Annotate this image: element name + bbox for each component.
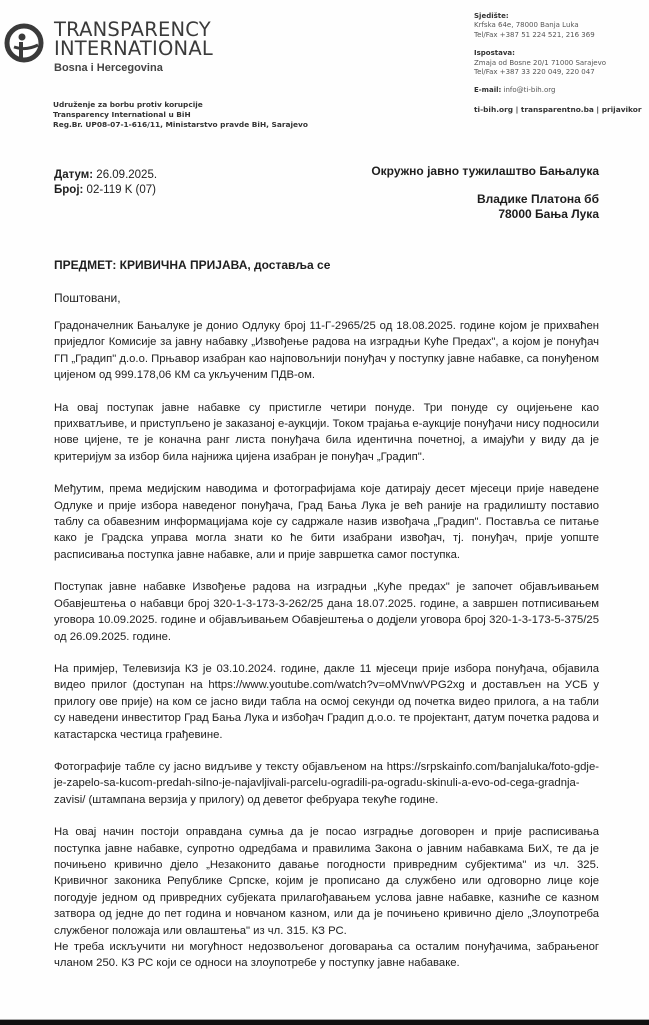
org-line-1: Udruženje za borbu protiv korupcije xyxy=(53,100,203,109)
paragraph: Градоначелник Бањалуке је донио Одлуку број 11-Г-2965/25 од 18.08.2025. године којом је прихваћен приједлог Комисије за јавну набавку „Извођење радова на изградњи Куће Предах", а којом је понуђач ГП „Градип" д.о.о. Прњавор изабран као најповољнији понуђач у поступку јавне набавке, са понуђеном цијеном од 999.178,06 КМ са укљученим ПДВ-ом. xyxy=(54,320,599,382)
number-label: Број: xyxy=(54,184,84,196)
hq-label: Sjedište: xyxy=(474,12,509,20)
email-label: E-mail: xyxy=(474,86,502,95)
contact-info xyxy=(474,12,642,114)
recipient-city: 78000 Бања Лука xyxy=(498,207,599,221)
recipient-block xyxy=(371,164,599,222)
website-links: ti-bih.org | transparentno.ba | prijavikor xyxy=(474,104,642,114)
paragraph: Поступак јавне набавке Извођење радова на изградњи „Куће предах" је започет објављивањем Обавјештења о набавци број 320-1-3-173-3-262/25 дана 18.07.2025. године, а завршен потписивањем уговора 10.09.2025. године и објављивањем Обавјештења о додјели уговора број 320-1-3-173-5-375/25 од 26.09.2025. године. xyxy=(54,581,599,643)
logo-line-1: TRANSPARENCY xyxy=(54,18,211,41)
greeting: Поштовани, xyxy=(54,291,121,305)
logo-line-2: INTERNATIONAL xyxy=(54,37,213,60)
ti-logo-icon xyxy=(4,23,44,63)
date-value: 26.09.2025. xyxy=(96,169,158,181)
logo-subtitle: Bosna i Hercegovina xyxy=(54,62,163,74)
branch-phone: Tel/Fax +387 33 220 049, 220 047 xyxy=(474,68,595,77)
paragraph: Међутим, према медијским наводима и фотографијама које датирају десет мјесеци прије наведене Одлуке и прије избора наведеног понуђача, Град Бања Лука је већ раније на градилишту поставио таблу са обавезним информацијама које су садржале назив извођача „Градип". Поставља се питање како је Градска управа могла знати ко ће бити изабрани извођач, тј. понуђач, прије уопште расписивања поступка јавне набавке, али и прије завршетка самог поступка. xyxy=(54,483,599,561)
org-line-3: Reg.Br. UP08-07-1-616/11, Ministarstvo pravde BiH, Sarajevo xyxy=(53,120,308,129)
org-line-2: Transparency International u BiH xyxy=(53,110,191,119)
bottom-edge-strip xyxy=(0,1019,649,1025)
letter-body xyxy=(54,318,599,988)
hq-address: Krfska 64e, 78000 Banja Luka xyxy=(474,21,579,30)
number-value: 02-119 K (07) xyxy=(86,184,157,196)
paragraph: Не треба искључити ни могућност недозвољеног договарања са осталим понуђачима, забрањеног чланом 250. КЗ РС који се односи на злоупотребе у поступку јавне набаваке. xyxy=(54,941,599,970)
recipient-name: Окружно јавно тужилаштво Бањалука xyxy=(371,164,599,178)
paragraph: На овај поступак јавне набавке су пристигле четири пoнуде. Три понуде су оцијењене као прихватљиве, и приступљено је заказаној е-аукцији. Током трајања е-аукције понуђачи нису подносили нове цијене, те је коначна ранг листа понуђача била идентична почетној, а имајући у виду да је критеријум за избор била најнижа цијена изабран је понуђач „Градип". xyxy=(54,401,599,463)
ti-logo xyxy=(4,20,213,74)
paragraph: Фотографије табле су јасно видљиве у тексту објављеном на https://srpskainfo.com/banjaluka/foto-gdje-je-zapelo-sa-kucom-predah-silno-je-najavljivali-parcelu-ogradili-pa-ogradu-skinuli-a-evo-od-cega-gradnja-zavisi/ (штампана верзија у прилогу) од деветог фебруара текуће године. xyxy=(54,760,599,806)
hq-phone: Tel/Fax +387 51 224 521, 216 369 xyxy=(474,30,595,39)
subject-line: ПРЕДМЕТ: КРИВИЧНА ПРИЈАВА, доставља се xyxy=(54,258,331,272)
document-meta xyxy=(54,168,157,198)
paragraph: На овај начин постоји оправдана сумња да је посао изградње договорен и прије расписивања поступка јавне набавке, супротно одредбама и правилима Закона о јавним набавкама БиХ, те да је почињено кривично дјело „Незаконито давање погодности привредним субјектима" из чл. 325. Кривичног законика Републике Српске, којим је прописано да службено или одговорно лице које погодује једном од привредних субјеката прилагођавањем услова јавне набавке, казниће се казном затвора од једне до пет година и новчаном казном, или да је почињено кривично дјело „Злоупотреба службеног положаја или овлаштења" из чл. 315. КЗ РС. xyxy=(54,826,599,937)
email-value: info@ti-bih.org xyxy=(503,86,556,95)
branch-address: Zmaja od Bosne 20/1 71000 Sarajevo xyxy=(474,58,607,67)
recipient-street: Владике Платона бб xyxy=(476,192,599,206)
branch-label: Ispostava: xyxy=(474,49,515,58)
paragraph: На примјер, Телевизија КЗ је 03.10.2024. године, дакле 11 мјесеци прије избора понуђача, објавила видео прилог (доступан на https://www.youtube.com/watch?v=oMVnwVPG2xg и достављен на УСБ у прилогу ове пријe) на ком се јасно види табла на осмој секунди од почетка видео прилога, а на табли су наведени инвеститор Град Бања Лука и избођач Градип д.о.о. те пројектант, датум почетка радова и катастарска честица грађевине. xyxy=(54,662,599,741)
date-label: Датум: xyxy=(54,169,94,181)
organization-info xyxy=(53,100,308,130)
